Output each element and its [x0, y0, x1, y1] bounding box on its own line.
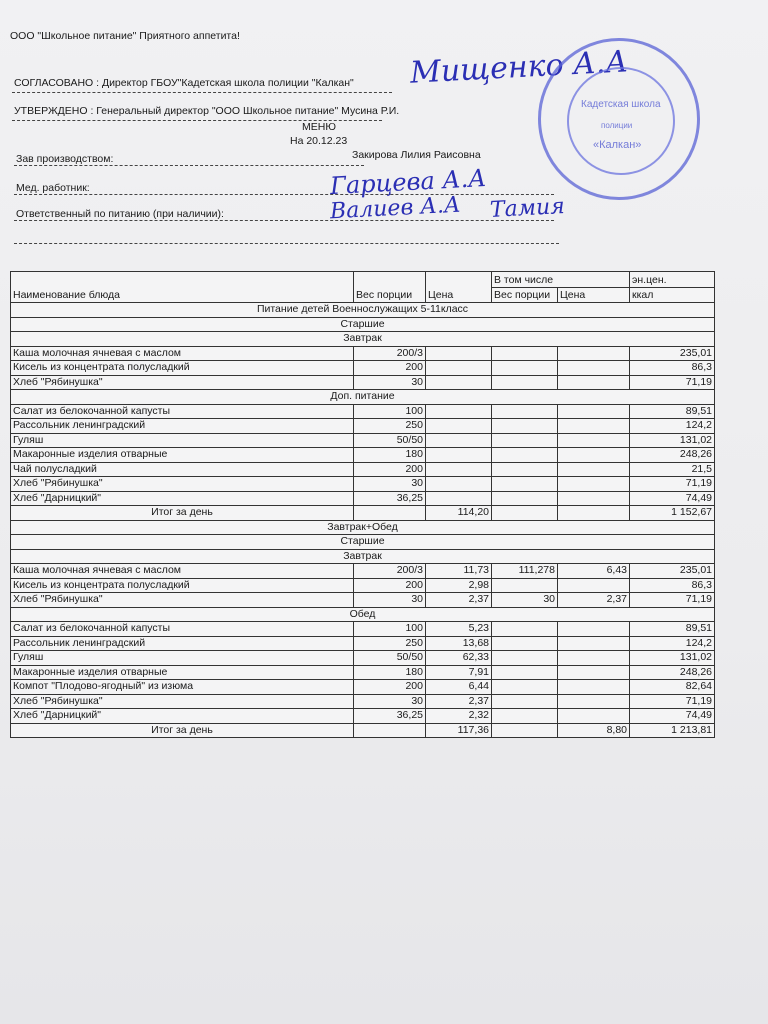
cell-energy: 82,64: [630, 680, 715, 695]
stamp-text-3: «Калкан»: [593, 139, 642, 151]
medic-underline: [14, 194, 554, 195]
cell-price: [426, 491, 492, 506]
cell-dish-name: Гуляш: [11, 651, 354, 666]
cell-weight: 100: [354, 404, 426, 419]
production-head-name: Закирова Лилия Раисовна: [352, 149, 481, 161]
meal-title: Доп. питание: [11, 390, 715, 405]
cell-dish-name: Макаронные изделия отварные: [11, 448, 354, 463]
cell-incl-weight: [492, 491, 558, 506]
cell-incl-price: [558, 709, 630, 724]
total-energy: 1 213,81: [630, 723, 715, 738]
cell-incl-weight: [492, 694, 558, 709]
cell-weight: 200: [354, 680, 426, 695]
section-title: Завтрак+Обед: [11, 520, 715, 535]
cell-dish-name: Рассольник ленинградский: [11, 419, 354, 434]
total-row: [11, 723, 715, 738]
total-price: 117,36: [426, 723, 492, 738]
header-including: В том числе: [492, 272, 630, 288]
cell-incl-weight: [492, 636, 558, 651]
table-row: [11, 665, 715, 680]
cell-incl-price: [558, 448, 630, 463]
cell-incl-weight: [492, 361, 558, 376]
cell-energy: 86,3: [630, 361, 715, 376]
cell-dish-name: Каша молочная ячневая с маслом: [11, 346, 354, 361]
cell-dish-name: Хлеб "Дарницкий": [11, 709, 354, 724]
cell-weight: 180: [354, 665, 426, 680]
cell-price: [426, 346, 492, 361]
cell-weight: 30: [354, 593, 426, 608]
group-title: Старшие: [11, 317, 715, 332]
cell-dish-name: Гуляш: [11, 433, 354, 448]
cell-dish-name: Хлеб "Дарницкий": [11, 491, 354, 506]
cell-weight: 200/3: [354, 346, 426, 361]
cell-dish-name: Салат из белокочанной капусты: [11, 404, 354, 419]
cell-incl-price: [558, 651, 630, 666]
cell-energy: 86,3: [630, 578, 715, 593]
cell-incl-weight: [492, 651, 558, 666]
section-title-row: [11, 303, 715, 318]
group-title-row: [11, 317, 715, 332]
menu-date: На 20.12.23: [290, 135, 348, 147]
meal-title-row: [11, 549, 715, 564]
table-header-row-1: [11, 272, 715, 288]
table-row: [11, 636, 715, 651]
meal-title: Обед: [11, 607, 715, 622]
production-head-label: Зав производством:: [16, 153, 114, 165]
cell-incl-price: [558, 375, 630, 390]
medic-signature: Гарцева А.А: [329, 163, 488, 201]
cell-energy: 124,2: [630, 636, 715, 651]
cell-energy: 124,2: [630, 419, 715, 434]
cell-dish-name: Хлеб "Рябинушка": [11, 477, 354, 492]
cell-energy: 248,26: [630, 665, 715, 680]
cell-incl-weight: [492, 709, 558, 724]
cell-price: 2,32: [426, 709, 492, 724]
cell-price: 62,33: [426, 651, 492, 666]
total-weight: [354, 723, 426, 738]
table-row: [11, 419, 715, 434]
cell-incl-price: [558, 680, 630, 695]
meal-title-row: [11, 390, 715, 405]
cell-price: [426, 419, 492, 434]
table-row: [11, 462, 715, 477]
cell-energy: 74,49: [630, 491, 715, 506]
cell-weight: 200: [354, 578, 426, 593]
cell-incl-price: [558, 346, 630, 361]
table-row: [11, 709, 715, 724]
cell-incl-weight: [492, 375, 558, 390]
cell-dish-name: Компот "Плодово-ягодный" из изюма: [11, 680, 354, 695]
cell-weight: 30: [354, 694, 426, 709]
company-line: ООО "Школьное питание" Приятного аппетита!: [10, 30, 240, 42]
cell-incl-weight: 111,278: [492, 564, 558, 579]
group-title: Старшие: [11, 535, 715, 550]
medic-label: Мед. работник:: [16, 182, 90, 194]
table-row: [11, 578, 715, 593]
total-row: [11, 506, 715, 521]
table-row: [11, 593, 715, 608]
cell-incl-price: [558, 477, 630, 492]
header-incl-price: Цена: [558, 287, 630, 303]
cell-weight: 36,25: [354, 709, 426, 724]
total-incl-price: 8,80: [558, 723, 630, 738]
table-row: [11, 433, 715, 448]
agreed-line: СОГЛАСОВАНО : Директор ГБОУ"Кадетская школа полиции "Калкан": [14, 77, 354, 89]
cell-weight: 200: [354, 462, 426, 477]
header-incl-weight: Вес порции: [492, 287, 558, 303]
cell-incl-price: [558, 622, 630, 637]
table-row: [11, 346, 715, 361]
table-row: [11, 448, 715, 463]
cell-dish-name: Хлеб "Рябинушка": [11, 694, 354, 709]
cell-price: 13,68: [426, 636, 492, 651]
cell-price: 2,98: [426, 578, 492, 593]
meal-title-row: [11, 607, 715, 622]
blank-underline: [14, 243, 559, 244]
cell-dish-name: Кисель из концентрата полусладкий: [11, 578, 354, 593]
cell-incl-price: [558, 404, 630, 419]
table-row: [11, 622, 715, 637]
cell-incl-price: [558, 433, 630, 448]
cell-energy: 131,02: [630, 651, 715, 666]
cell-energy: 89,51: [630, 404, 715, 419]
cell-weight: 200: [354, 361, 426, 376]
cell-dish-name: Макаронные изделия отварные: [11, 665, 354, 680]
table-row: [11, 375, 715, 390]
stamp-text-1: Кадетская школа: [581, 99, 661, 110]
director-signature: Мищенко А.А: [409, 44, 629, 91]
meal-title: Завтрак: [11, 549, 715, 564]
cell-incl-weight: [492, 622, 558, 637]
cell-price: [426, 361, 492, 376]
responsible-signature-2: Тамия: [489, 194, 566, 223]
cell-weight: 30: [354, 477, 426, 492]
section-title-row: [11, 520, 715, 535]
cell-weight: 250: [354, 636, 426, 651]
cell-dish-name: Хлеб "Рябинушка": [11, 593, 354, 608]
cell-weight: 36,25: [354, 491, 426, 506]
cell-price: 7,91: [426, 665, 492, 680]
cell-dish-name: Чай полусладкий: [11, 462, 354, 477]
cell-incl-weight: [492, 578, 558, 593]
approved-line: УТВЕРЖДЕНО : Генеральный директор "ООО Школьное питание" Мусина Р.И.: [14, 105, 400, 117]
cell-incl-weight: [492, 346, 558, 361]
menu-table: [10, 271, 715, 738]
cell-weight: 180: [354, 448, 426, 463]
cell-dish-name: Хлеб "Рябинушка": [11, 375, 354, 390]
cell-incl-weight: [492, 404, 558, 419]
cell-price: [426, 477, 492, 492]
cell-incl-price: [558, 694, 630, 709]
meal-title: Завтрак: [11, 332, 715, 347]
cell-energy: 71,19: [630, 477, 715, 492]
total-label: Итог за день: [11, 506, 354, 521]
section-title: Питание детей Военнослужащих 5-11класс: [11, 303, 715, 318]
cell-price: [426, 433, 492, 448]
cell-weight: 50/50: [354, 651, 426, 666]
table-row: [11, 651, 715, 666]
cell-energy: 248,26: [630, 448, 715, 463]
cell-energy: 235,01: [630, 564, 715, 579]
cell-price: [426, 462, 492, 477]
total-incl-weight: [492, 506, 558, 521]
cell-energy: 71,19: [630, 694, 715, 709]
cell-price: 5,23: [426, 622, 492, 637]
cell-incl-weight: [492, 665, 558, 680]
cell-price: 2,37: [426, 694, 492, 709]
table-row: [11, 477, 715, 492]
table-row: [11, 694, 715, 709]
organization-stamp: [538, 38, 700, 200]
cell-dish-name: Каша молочная ячневая с маслом: [11, 564, 354, 579]
responsible-label: Ответственный по питанию (при наличии):: [16, 208, 224, 220]
table-row: [11, 564, 715, 579]
production-head-underline: [14, 165, 364, 166]
cell-incl-weight: [492, 433, 558, 448]
stamp-text-2: полиции: [601, 121, 633, 130]
cell-weight: 200/3: [354, 564, 426, 579]
cell-incl-price: 2,37: [558, 593, 630, 608]
cell-incl-weight: [492, 448, 558, 463]
cell-price: 2,37: [426, 593, 492, 608]
cell-energy: 131,02: [630, 433, 715, 448]
cell-energy: 21,5: [630, 462, 715, 477]
cell-incl-weight: [492, 462, 558, 477]
table-row: [11, 404, 715, 419]
table-row: [11, 361, 715, 376]
cell-incl-weight: 30: [492, 593, 558, 608]
cell-price: [426, 375, 492, 390]
cell-incl-price: [558, 462, 630, 477]
cell-incl-weight: [492, 419, 558, 434]
total-weight: [354, 506, 426, 521]
cell-incl-price: [558, 361, 630, 376]
cell-energy: 74,49: [630, 709, 715, 724]
group-title-row: [11, 535, 715, 550]
cell-weight: 250: [354, 419, 426, 434]
cell-dish-name: Рассольник ленинградский: [11, 636, 354, 651]
header-price: Цена: [426, 272, 492, 303]
total-energy: 1 152,67: [630, 506, 715, 521]
agreed-underline: [12, 92, 392, 93]
responsible-underline: [14, 220, 554, 221]
cell-incl-weight: [492, 680, 558, 695]
header-dish-name: Наименование блюда: [11, 272, 354, 303]
cell-incl-price: 6,43: [558, 564, 630, 579]
cell-price: 11,73: [426, 564, 492, 579]
header-energy-1: эн.цен.: [630, 272, 715, 288]
cell-price: 6,44: [426, 680, 492, 695]
cell-incl-price: [558, 578, 630, 593]
total-incl-weight: [492, 723, 558, 738]
cell-incl-price: [558, 636, 630, 651]
cell-dish-name: Салат из белокочанной капусты: [11, 622, 354, 637]
cell-weight: 100: [354, 622, 426, 637]
cell-incl-price: [558, 491, 630, 506]
cell-energy: 71,19: [630, 593, 715, 608]
cell-incl-weight: [492, 477, 558, 492]
header-weight: Вес порции: [354, 272, 426, 303]
table-row: [11, 680, 715, 695]
header-energy-2: ккал: [630, 287, 715, 303]
cell-price: [426, 448, 492, 463]
total-incl-price: [558, 506, 630, 521]
responsible-signature-1: Валиев А.А: [329, 192, 462, 225]
cell-price: [426, 404, 492, 419]
cell-energy: 89,51: [630, 622, 715, 637]
total-price: 114,20: [426, 506, 492, 521]
cell-incl-price: [558, 665, 630, 680]
cell-weight: 50/50: [354, 433, 426, 448]
meal-title-row: [11, 332, 715, 347]
cell-incl-price: [558, 419, 630, 434]
cell-energy: 71,19: [630, 375, 715, 390]
cell-energy: 235,01: [630, 346, 715, 361]
table-row: [11, 491, 715, 506]
total-label: Итог за день: [11, 723, 354, 738]
cell-weight: 30: [354, 375, 426, 390]
menu-title: МЕНЮ: [302, 121, 336, 133]
cell-dish-name: Кисель из концентрата полусладкий: [11, 361, 354, 376]
